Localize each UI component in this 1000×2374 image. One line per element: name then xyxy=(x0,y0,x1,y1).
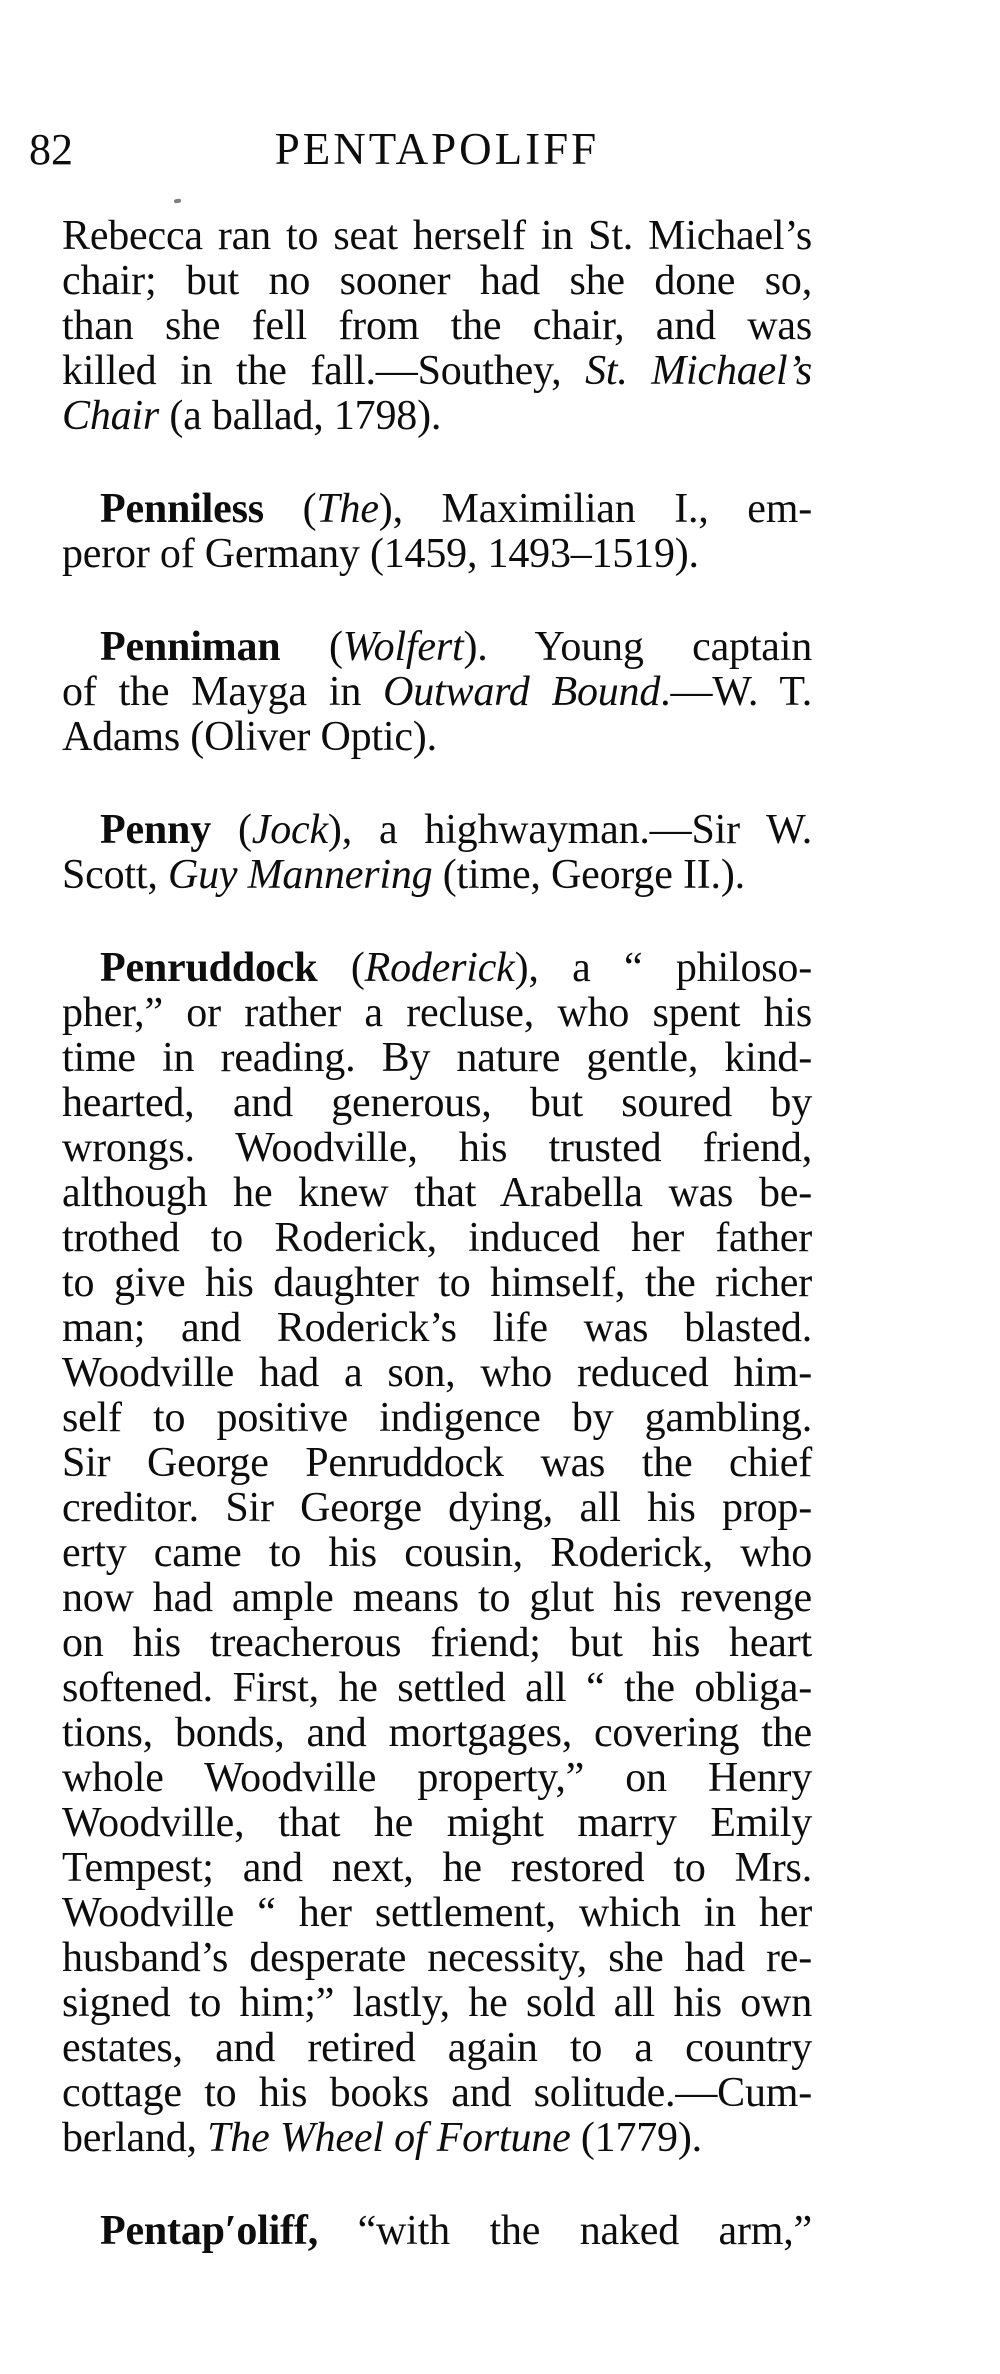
text-line xyxy=(62,1936,812,1981)
text-line xyxy=(62,2116,812,2161)
text-line xyxy=(62,1531,812,1576)
text-line xyxy=(62,349,812,394)
entry-penniless xyxy=(62,487,812,577)
text-segment: (1779). xyxy=(570,2115,702,2161)
text-segment: signed to him;” lastly, he sold all his own xyxy=(62,1980,812,2026)
text-segment: Pentap′oliff, xyxy=(100,2208,319,2254)
entry-st-michaels-chair-continuation xyxy=(62,214,812,439)
text-segment: ( xyxy=(317,945,365,991)
text-segment: Chair xyxy=(62,393,160,439)
text-segment: erty came to his cousin, Roderick, who xyxy=(62,1530,812,1576)
text-line xyxy=(62,1261,812,1306)
text-segment: The Wheel of Fortune xyxy=(207,2115,571,2161)
text-line xyxy=(62,1081,812,1126)
text-line xyxy=(62,214,812,259)
text-line xyxy=(62,1756,812,1801)
text-line xyxy=(62,1801,812,1846)
text-segment: St. Michael’s xyxy=(585,348,812,394)
text-line xyxy=(62,946,812,991)
text-segment: although he knew that Arabella was be- xyxy=(62,1170,812,1216)
text-segment: Roderick xyxy=(364,945,515,991)
text-segment: Tempest; and next, he restored to Mrs. xyxy=(62,1845,812,1891)
text-line xyxy=(62,1036,812,1081)
text-line xyxy=(62,1666,812,1711)
text-segment: Penruddock xyxy=(100,945,318,991)
text-segment: creditor. Sir George dying, all his prop- xyxy=(62,1485,812,1531)
text-line xyxy=(62,1981,812,2026)
text-segment: estates, and retired again to a country xyxy=(62,2025,812,2071)
text-segment: whole Woodville property,” on Henry xyxy=(62,1755,812,1801)
text-line xyxy=(62,2071,812,2116)
text-segment: ( xyxy=(211,807,252,853)
text-segment: ( xyxy=(280,624,343,670)
text-line xyxy=(62,1846,812,1891)
text-segment: (a ballad, 1798). xyxy=(159,393,442,439)
text-line xyxy=(62,394,812,439)
text-line xyxy=(62,625,812,670)
text-line xyxy=(62,670,812,715)
text-segment: tions, bonds, and mortgages, covering the xyxy=(62,1710,812,1756)
text-line xyxy=(62,487,812,532)
text-segment: peror of Germany (1459, 1493–1519). xyxy=(62,531,699,577)
text-segment: Scott, xyxy=(62,852,168,898)
text-segment: chair; but no sooner had she done so, xyxy=(62,258,812,304)
text-line xyxy=(62,1486,812,1531)
text-line xyxy=(62,304,812,349)
text-segment: ), a highwayman.—Sir W. xyxy=(327,807,812,853)
entry-penniman xyxy=(62,625,812,760)
text-line xyxy=(62,1171,812,1216)
text-column xyxy=(62,214,812,2254)
text-segment: pher,” or rather a recluse, who spent his xyxy=(62,990,812,1036)
text-line xyxy=(62,1396,812,1441)
text-line xyxy=(62,532,812,577)
text-segment: (time, George II.). xyxy=(432,852,745,898)
text-line xyxy=(62,2209,812,2254)
text-segment: Jock xyxy=(251,807,328,853)
text-line xyxy=(62,1306,812,1351)
text-line xyxy=(62,2026,812,2071)
text-segment: Outward Bound xyxy=(383,669,661,715)
text-segment: Woodville, that he might marry Emily xyxy=(62,1800,812,1846)
text-segment: man; and Roderick’s life was blasted. xyxy=(62,1305,812,1351)
text-line xyxy=(62,808,812,853)
text-segment: wrongs. Woodville, his trusted friend, xyxy=(62,1125,812,1171)
text-line xyxy=(62,1216,812,1261)
text-segment: Rebecca ran to seat herself in St. Michael’s xyxy=(62,213,812,259)
text-segment: on his treacherous friend; but his heart xyxy=(62,1620,812,1666)
text-segment: Penny xyxy=(100,807,212,853)
text-line xyxy=(62,991,812,1036)
text-line xyxy=(62,1441,812,1486)
text-segment: ), a “ philoso- xyxy=(514,945,812,991)
text-line xyxy=(62,1351,812,1396)
text-segment: ( xyxy=(263,486,317,532)
text-segment: .—W. T. xyxy=(660,669,812,715)
text-line xyxy=(62,1126,812,1171)
text-segment: “with the naked arm,” xyxy=(318,2208,812,2254)
text-line xyxy=(62,1711,812,1756)
text-line xyxy=(62,853,812,898)
text-line xyxy=(62,1621,812,1666)
text-segment: than she fell from the chair, and was xyxy=(62,303,812,349)
text-line xyxy=(62,1576,812,1621)
text-segment: Penniman xyxy=(100,624,281,670)
text-segment: trothed to Roderick, induced her father xyxy=(62,1215,812,1261)
text-segment: berland, xyxy=(62,2115,208,2161)
text-segment: Guy Mannering xyxy=(167,852,433,898)
text-segment: The xyxy=(316,486,379,532)
text-segment: to give his daughter to himself, the richer xyxy=(62,1260,812,1306)
entry-penny xyxy=(62,808,812,898)
text-segment: cottage to his books and solitude.—Cum- xyxy=(62,2070,812,2116)
text-segment: hearted, and generous, but soured by xyxy=(62,1080,812,1126)
text-segment: Wolfert xyxy=(342,624,464,670)
text-line xyxy=(62,715,812,760)
text-segment: husband’s desperate necessity, she had re- xyxy=(62,1935,812,1981)
text-segment: now had ample means to glut his revenge xyxy=(62,1575,812,1621)
text-segment: Woodville “ her settlement, which in her xyxy=(62,1890,812,1936)
ink-speck xyxy=(174,199,181,204)
text-segment: ). Young captain xyxy=(463,624,812,670)
text-segment: of the Mayga in xyxy=(62,669,384,715)
page-number: 82 xyxy=(29,125,73,174)
text-segment: killed in the fall.—Southey, xyxy=(62,348,586,394)
text-segment: ), Maximilian I., em- xyxy=(378,486,812,532)
text-line xyxy=(62,259,812,304)
text-segment: Sir George Penruddock was the chief xyxy=(62,1440,812,1486)
text-line xyxy=(62,1891,812,1936)
entry-penruddock xyxy=(62,946,812,2161)
text-segment: time in reading. By nature gentle, kind- xyxy=(62,1035,812,1081)
text-segment: self to positive indigence by gambling. xyxy=(62,1395,812,1441)
text-segment: softened. First, he settled all “ the obliga- xyxy=(62,1665,812,1711)
text-segment: Woodville had a son, who reduced him- xyxy=(62,1350,812,1396)
text-segment: Penniless xyxy=(100,486,264,532)
running-head: PENTAPOLIFF xyxy=(274,124,600,174)
entry-pentapoliff xyxy=(62,2209,812,2254)
text-segment: Adams (Oliver Optic). xyxy=(62,714,437,760)
